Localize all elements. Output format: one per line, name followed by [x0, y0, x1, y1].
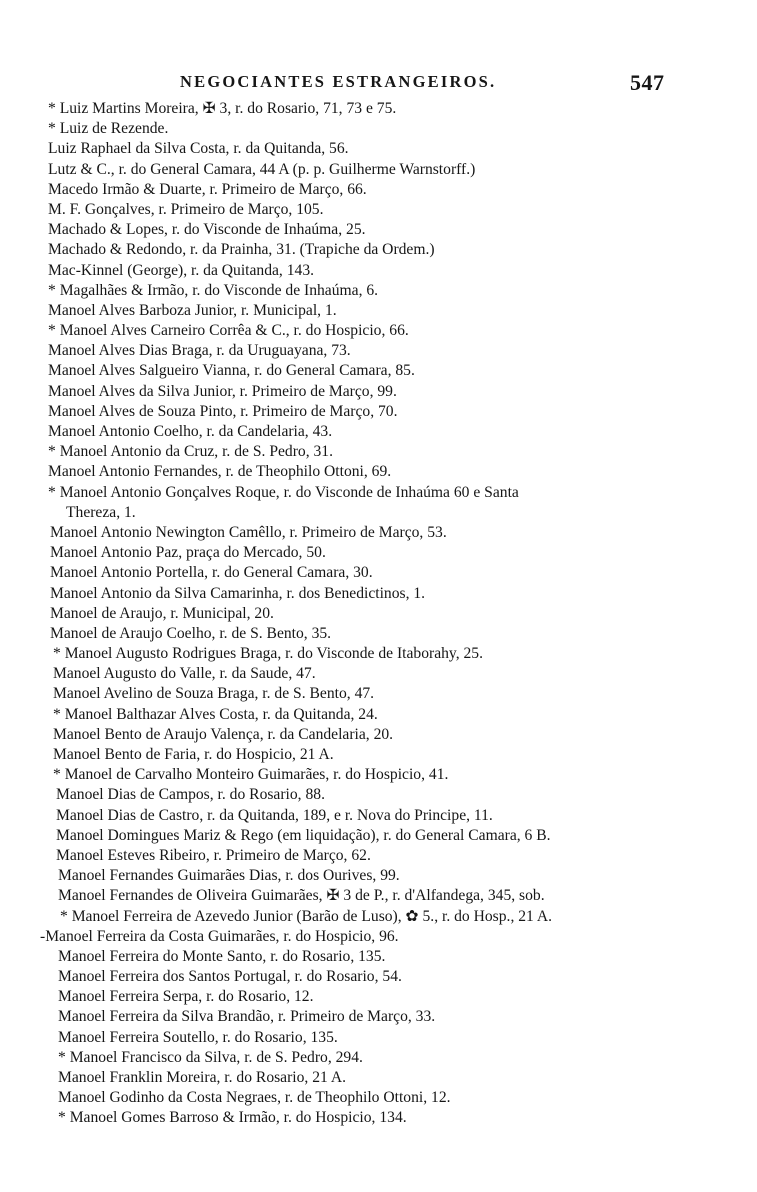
running-head: [0, 70, 757, 100]
list-item: Manoel Antonio Coelho, r. da Candelaria, 43.: [48, 423, 333, 440]
list-item: Manoel Alves Salgueiro Vianna, r. do General Camara, 85.: [48, 362, 415, 380]
list-item: Luiz Raphael da Silva Costa, r. da Quitanda, 56.: [48, 140, 349, 158]
list-item: * Manoel Antonio Gonçalves Roque, r. do Visconde de Inhaúma 60 e Santa: [48, 483, 519, 501]
list-item: Manoel Alves Barboza Junior, r. Municipal, 1.: [48, 301, 337, 319]
list-item: Manoel Alves Dias Braga, r. da Uruguayana, 73.: [48, 342, 351, 360]
list-item: * Luiz Martins Moreira, ✠ 3, r. do Rosario, 71, 73 e 75.: [48, 100, 397, 117]
list-item: Machado & Lopes, r. do Visconde de Inhaúma, 25.: [48, 221, 366, 239]
list-item: Manoel Fernandes Guimarães Dias, r. dos Ourives, 99.: [58, 867, 400, 885]
list-item: Manoel Ferreira do Monte Santo, r. do Rosario, 135.: [58, 947, 386, 965]
list-item: Manoel Domingues Mariz & Rego (em liquidação), r. do General Camara, 6 B.: [56, 826, 551, 844]
list-item: Manoel de Araujo, r. Municipal, 20.: [50, 604, 274, 622]
page-title: NEGOCIANTES ESTRANGEIROS.: [180, 72, 497, 91]
list-item: Manoel Godinho da Costa Negraes, r. de Theophilo Ottoni, 12.: [58, 1089, 451, 1107]
list-item: Manoel Esteves Ribeiro, r. Primeiro de Março, 62.: [56, 846, 371, 864]
list-item: * Manoel Ferreira de Azevedo Junior (Barão de Luso), ✿ 5., r. do Hosp., 21 A.: [60, 907, 553, 925]
list-item: * Manoel Augusto Rodrigues Braga, r. do Visconde de Itaborahy, 25.: [53, 645, 483, 663]
list-item: Manoel Alves da Silva Junior, r. Primeiro de Março, 99.: [48, 382, 397, 400]
list-item: Manoel Augusto do Valle, r. da Saude, 47.: [53, 665, 316, 683]
list-item: Manoel Antonio Paz, praça do Mercado, 50.: [50, 544, 326, 562]
list-item: * Manoel Gomes Barroso & Irmão, r. do Hospicio, 134.: [58, 1109, 407, 1127]
list-item: Manoel Fernandes de Oliveira Guimarães, ✠ 3 de P., r. d'Alfandega, 345, sob.: [58, 887, 545, 905]
list-item: Lutz & C., r. do General Camara, 44 A (p. p. Guilherme Warnstorff.): [48, 160, 476, 178]
list-item: Manoel Alves de Souza Pinto, r. Primeiro de Março, 70.: [48, 402, 398, 420]
list-item: * Manoel Alves Carneiro Corrêa & C., r. do Hospicio, 66.: [48, 322, 409, 340]
list-item: M. F. Gonçalves, r. Primeiro de Março, 105.: [48, 200, 324, 218]
list-item: Mac-Kinnel (George), r. da Quitanda, 143.: [48, 261, 315, 279]
list-item: * Manoel de Carvalho Monteiro Guimarães, r. do Hospicio, 41.: [53, 766, 449, 784]
list-item: * Manoel Francisco da Silva, r. de S. Pedro, 294.: [58, 1048, 363, 1066]
list-item-continuation: Thereza, 1.: [66, 503, 136, 521]
list-item: Manoel Bento de Faria, r. do Hospicio, 21 A.: [53, 746, 334, 763]
list-item: Manoel Antonio Newington Camêllo, r. Primeiro de Março, 53.: [50, 523, 447, 541]
list-item: Manoel Avelino de Souza Braga, r. de S. Bento, 47.: [53, 685, 375, 703]
list-item: Manoel Antonio Fernandes, r. de Theophilo Ottoni, 69.: [48, 463, 392, 481]
list-item: Manoel de Araujo Coelho, r. de S. Bento, 35.: [50, 624, 332, 642]
list-item: Manoel Ferreira Serpa, r. do Rosario, 12.: [58, 988, 314, 1006]
list-item: Macedo Irmão & Duarte, r. Primeiro de Março, 66.: [48, 180, 367, 198]
list-item: Manoel Ferreira da Silva Brandão, r. Primeiro de Março, 33.: [58, 1008, 436, 1026]
list-item: Manoel Ferreira Soutello, r. do Rosario, 135.: [58, 1028, 338, 1046]
list-item: * Magalhães & Irmão, r. do Visconde de Inhaúma, 6.: [48, 281, 379, 299]
list-item: * Luiz de Rezende.: [48, 120, 169, 138]
page-number: 547: [630, 70, 665, 95]
list-item: Machado & Redondo, r. da Prainha, 31. (Trapiche da Ordem.): [48, 241, 435, 259]
list-item: Manoel Bento de Araujo Valença, r. da Candelaria, 20.: [53, 725, 394, 743]
list-item: Manoel Antonio da Silva Camarinha, r. dos Benedictinos, 1.: [50, 584, 426, 602]
list-item: Manoel Franklin Moreira, r. do Rosario, 21 A.: [58, 1069, 347, 1086]
list-item: Manoel Ferreira dos Santos Portugal, r. do Rosario, 54.: [58, 968, 402, 986]
list-item: -Manoel Ferreira da Costa Guimarães, r. do Hospicio, 96.: [40, 927, 399, 945]
list-item: Manoel Dias de Castro, r. da Quitanda, 189, e r. Nova do Principe, 11.: [56, 806, 493, 824]
list-item: Manoel Dias de Campos, r. do Rosario, 88.: [56, 786, 325, 804]
list-item: * Manoel Antonio da Cruz, r. de S. Pedro, 31.: [48, 443, 333, 461]
list-item: * Manoel Balthazar Alves Costa, r. da Quitanda, 24.: [53, 705, 378, 723]
merchant-list: [0, 99, 757, 1129]
list-item: Manoel Antonio Portella, r. do General Camara, 30.: [50, 564, 373, 582]
